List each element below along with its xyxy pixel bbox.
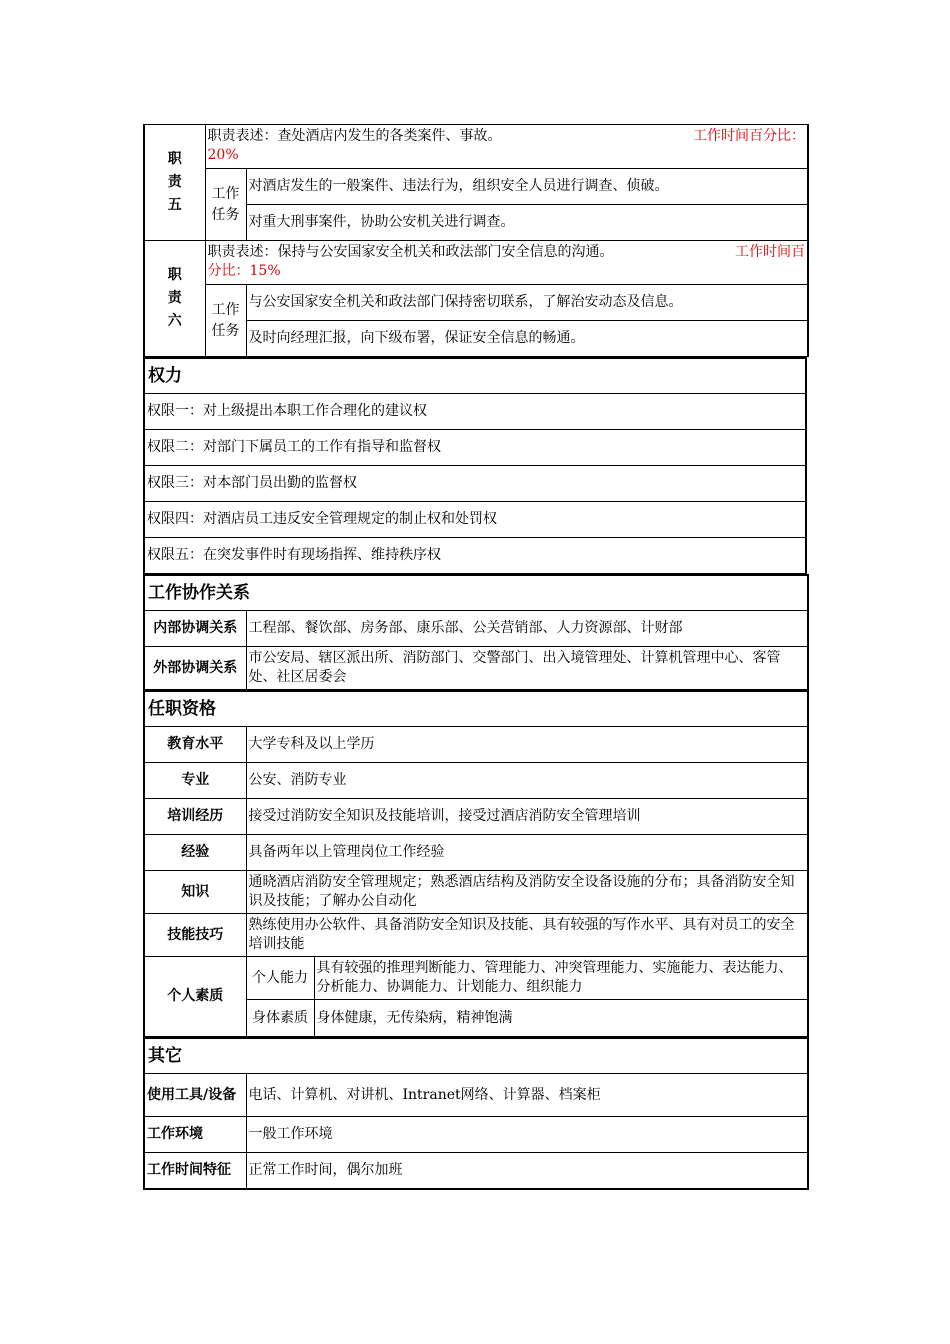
time-value: 正常工作时间，偶尔加班 [246, 1153, 808, 1189]
duty5-description: 职责表述：查处酒店内发生的各类案件、事故。 [207, 128, 502, 144]
duty6-pct-label: 工作时间百 [735, 244, 805, 260]
tools-label: 使用工具/设备 [144, 1074, 246, 1117]
duty5-task-label: 工作 任务 [205, 169, 246, 241]
env-value: 一般工作环境 [246, 1117, 808, 1153]
skills-label: 技能技巧 [144, 914, 246, 957]
duty6-pct-value: 分比：15% [207, 263, 281, 279]
major-value: 公安、消防专业 [246, 763, 808, 799]
cooperation-title: 工作协作关系 [144, 575, 808, 611]
skills-value: 熟练使用办公软件、具备消防安全知识及技能、具有较强的写作水平、具有对员工的安全培训技能 [246, 914, 808, 957]
qualification-title: 任职资格 [144, 691, 808, 727]
health-label: 身体素质 [246, 1000, 314, 1037]
duty6-label: 职 责 六 [144, 241, 205, 357]
job-description-sheet [143, 124, 807, 1190]
qualification-table [143, 690, 809, 1037]
duty6-task-2: 及时向经理汇报，向下级布署，保证安全信息的畅通。 [246, 321, 808, 357]
duty5-pct-value: 20% [207, 147, 239, 163]
authority-item: 权限一：对上级提出本职工作合理化的建议权 [144, 394, 806, 430]
authority-item: 权限二：对部门下属员工的工作有指导和监督权 [144, 430, 806, 466]
duty6-task-1: 与公安国家安全机关和政法部门保持密切联系，了解治安动态及信息。 [246, 285, 808, 321]
cooperation-table [143, 574, 809, 690]
authority-table [143, 357, 807, 574]
duty5-label: 职 责 五 [144, 125, 205, 241]
authority-item: 权限五：在突发事件时有现场指挥、维持秩序权 [144, 538, 806, 574]
internal-label: 内部协调关系 [144, 611, 246, 647]
experience-label: 经验 [144, 835, 246, 871]
internal-value: 工程部、餐饮部、房务部、康乐部、公关营销部、人力资源部、计财部 [246, 611, 808, 647]
env-label: 工作环境 [144, 1117, 246, 1153]
education-value: 大学专科及以上学历 [246, 727, 808, 763]
duty6-task-label: 工作 任务 [205, 285, 246, 357]
duties-table [143, 124, 809, 357]
knowledge-label: 知识 [144, 871, 246, 914]
personal-label: 个人素质 [144, 957, 246, 1037]
experience-value: 具备两年以上管理岗位工作经验 [246, 835, 808, 871]
knowledge-value: 通晓酒店消防安全管理规定；熟悉酒店结构及消防安全设备设施的分布；具备消防安全知识及技能；了解办公自动化 [246, 871, 808, 914]
external-label: 外部协调关系 [144, 647, 246, 690]
ability-value: 具有较强的推理判断能力、管理能力、冲突管理能力、实施能力、表达能力、分析能力、协调能力、计划能力、组织能力 [314, 957, 808, 1000]
tools-value: 电话、计算机、对讲机、Intranet网络、计算器、档案柜 [246, 1074, 808, 1117]
authority-item: 权限四：对酒店员工违反安全管理规定的制止权和处罚权 [144, 502, 806, 538]
training-label: 培训经历 [144, 799, 246, 835]
authority-title: 权力 [144, 358, 806, 394]
ability-label: 个人能力 [246, 957, 314, 1000]
other-table [143, 1037, 809, 1190]
other-title: 其它 [144, 1038, 808, 1074]
authority-item: 权限三：对本部门员出勤的监督权 [144, 466, 806, 502]
time-label: 工作时间特征 [144, 1153, 246, 1189]
duty6-description: 职责表述：保持与公安国家安全机关和政法部门安全信息的沟通。 [207, 244, 614, 260]
external-value: 市公安局、辖区派出所、消防部门、交警部门、出入境管理处、计算机管理中心、客管处、社区居委会 [246, 647, 808, 690]
duty5-task-2: 对重大刑事案件，协助公安机关进行调查。 [246, 205, 808, 241]
duty5-pct-label: 工作时间百分比： [693, 128, 805, 144]
health-value: 身体健康，无传染病，精神饱满 [314, 1000, 808, 1037]
duty5-task-1: 对酒店发生的一般案件、违法行为，组织安全人员进行调查、侦破。 [246, 169, 808, 205]
duty5-description-cell [205, 125, 808, 169]
education-label: 教育水平 [144, 727, 246, 763]
training-value: 接受过消防安全知识及技能培训，接受过酒店消防安全管理培训 [246, 799, 808, 835]
duty6-description-cell [205, 241, 808, 285]
major-label: 专业 [144, 763, 246, 799]
